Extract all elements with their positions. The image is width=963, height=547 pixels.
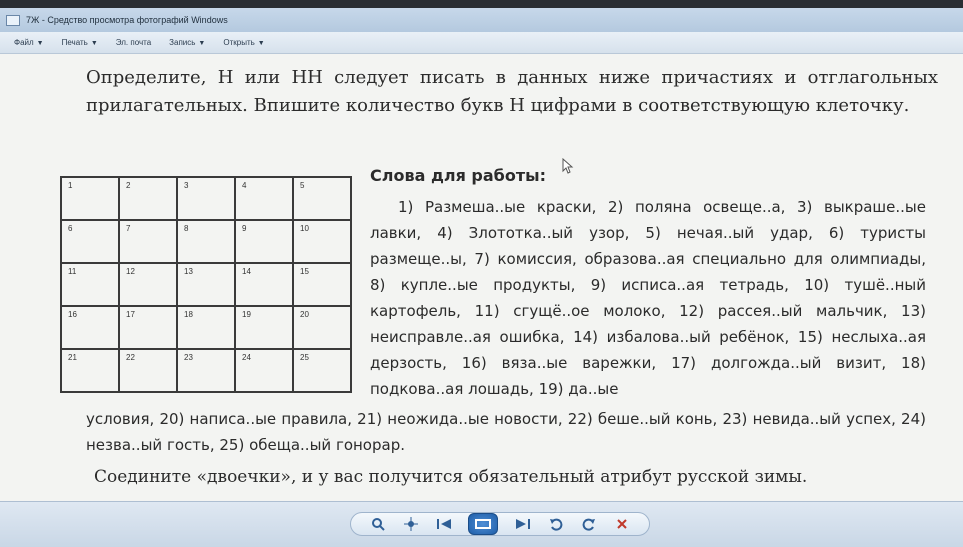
- window-title: 7Ж - Средство просмотра фотографий Windows: [26, 15, 228, 25]
- grid-cell: 8: [177, 220, 235, 263]
- menu-burn-label: Запись: [169, 38, 196, 47]
- grid-cell: 9: [235, 220, 293, 263]
- slideshow-icon[interactable]: [468, 513, 498, 535]
- task-intro: Определите, Н или НН следует писать в данных ниже причастиях и отглагольных прилагательных. Впишите количество букв Н цифрами в соответствующую клеточку.: [86, 67, 938, 116]
- words-list: 1) Размеша..ые краски, 2) поляна освеще..а, 3) выкраше..ые лавки, 4) Злототка..ый узор, 5) нечая..ый удар, 6) туристы размеще..ы, 7) комиссия, образова..ая специально для олимпиады, 8) купле..ые продукты, 9) исписа..ая тетрадь, 10) тушё..ный картофель, 11) сгущё..ое молоко, 12) рассея..ый мальчик, 13) неисправле..ая ошибка, 14) избалова..ый ребёнок, 15) неслыха..ая дерзость, 16) вяза..ые варежки, 17) долгожда..ый визит, 18) подкова..ая лошадь, 19) да..ые: [370, 198, 926, 398]
- rotate-right-icon[interactable]: [580, 516, 598, 532]
- grid-cell: 10: [293, 220, 351, 263]
- grid-cell: 13: [177, 263, 235, 306]
- chevron-down-icon: ▼: [90, 40, 98, 47]
- grid-cell: 16: [61, 306, 119, 349]
- grid-row: [61, 177, 351, 220]
- viewer-toolbar: [0, 501, 963, 547]
- playback-controls: [350, 512, 650, 536]
- previous-icon[interactable]: [435, 516, 453, 532]
- grid-cell: 14: [235, 263, 293, 306]
- grid-cell: 4: [235, 177, 293, 220]
- grid-cell: 23: [177, 349, 235, 392]
- grid-cell: 11: [61, 263, 119, 306]
- grid-cell: 12: [119, 263, 177, 306]
- grid-cell: 3: [177, 177, 235, 220]
- task-outro: Соедините «двоечки», и у вас получится обязательный атрибут русской зимы.: [94, 467, 808, 487]
- delete-icon[interactable]: [613, 516, 631, 532]
- grid-cell: 2: [119, 177, 177, 220]
- menu-print-label: Печать: [61, 38, 88, 47]
- grid-row: [61, 220, 351, 263]
- photo-canvas: [0, 54, 963, 501]
- grid-cell: 18: [177, 306, 235, 349]
- app-icon: [6, 15, 20, 26]
- menu-file-label: Файл: [14, 38, 34, 47]
- title-bar: [0, 8, 963, 32]
- zoom-icon[interactable]: [369, 516, 387, 532]
- grid-cell: 6: [61, 220, 119, 263]
- answer-grid: [60, 176, 352, 393]
- menu-open[interactable]: [223, 38, 264, 47]
- words-list-continued: условия, 20) написа..ые правила, 21) неожида..ые новости, 22) беше..ый конь, 23) невида..ый успех, 24) незва..ый гость, 25) обеща..ый гонорар.: [86, 410, 926, 454]
- mouse-cursor-icon: [562, 158, 574, 174]
- grid-row: [61, 349, 351, 392]
- grid-cell: 24: [235, 349, 293, 392]
- grid-cell: 1: [61, 177, 119, 220]
- grid-cell: 7: [119, 220, 177, 263]
- grid-cell: 22: [119, 349, 177, 392]
- next-icon[interactable]: [514, 516, 532, 532]
- grid-cell: 20: [293, 306, 351, 349]
- chevron-down-icon: ▼: [36, 40, 44, 47]
- grid-cell: 19: [235, 306, 293, 349]
- grid-cell: 21: [61, 349, 119, 392]
- menu-file[interactable]: [14, 38, 44, 47]
- menu-email-label: Эл. почта: [115, 38, 152, 47]
- words-heading: Слова для работы:: [370, 166, 546, 185]
- menu-burn[interactable]: [169, 38, 205, 47]
- grid-cell: 5: [293, 177, 351, 220]
- chevron-down-icon: ▼: [198, 40, 206, 47]
- menu-print[interactable]: [62, 38, 98, 47]
- photo-viewer-window: [0, 8, 963, 547]
- menu-email[interactable]: [116, 38, 151, 47]
- menu-bar: [0, 32, 963, 54]
- grid-row: [61, 306, 351, 349]
- fit-icon[interactable]: [402, 516, 420, 532]
- menu-open-label: Открыть: [223, 38, 255, 47]
- rotate-left-icon[interactable]: [547, 516, 565, 532]
- grid-cell: 25: [293, 349, 351, 392]
- grid-cell: 17: [119, 306, 177, 349]
- grid-cell: 15: [293, 263, 351, 306]
- grid-row: [61, 263, 351, 306]
- chevron-down-icon: ▼: [257, 40, 265, 47]
